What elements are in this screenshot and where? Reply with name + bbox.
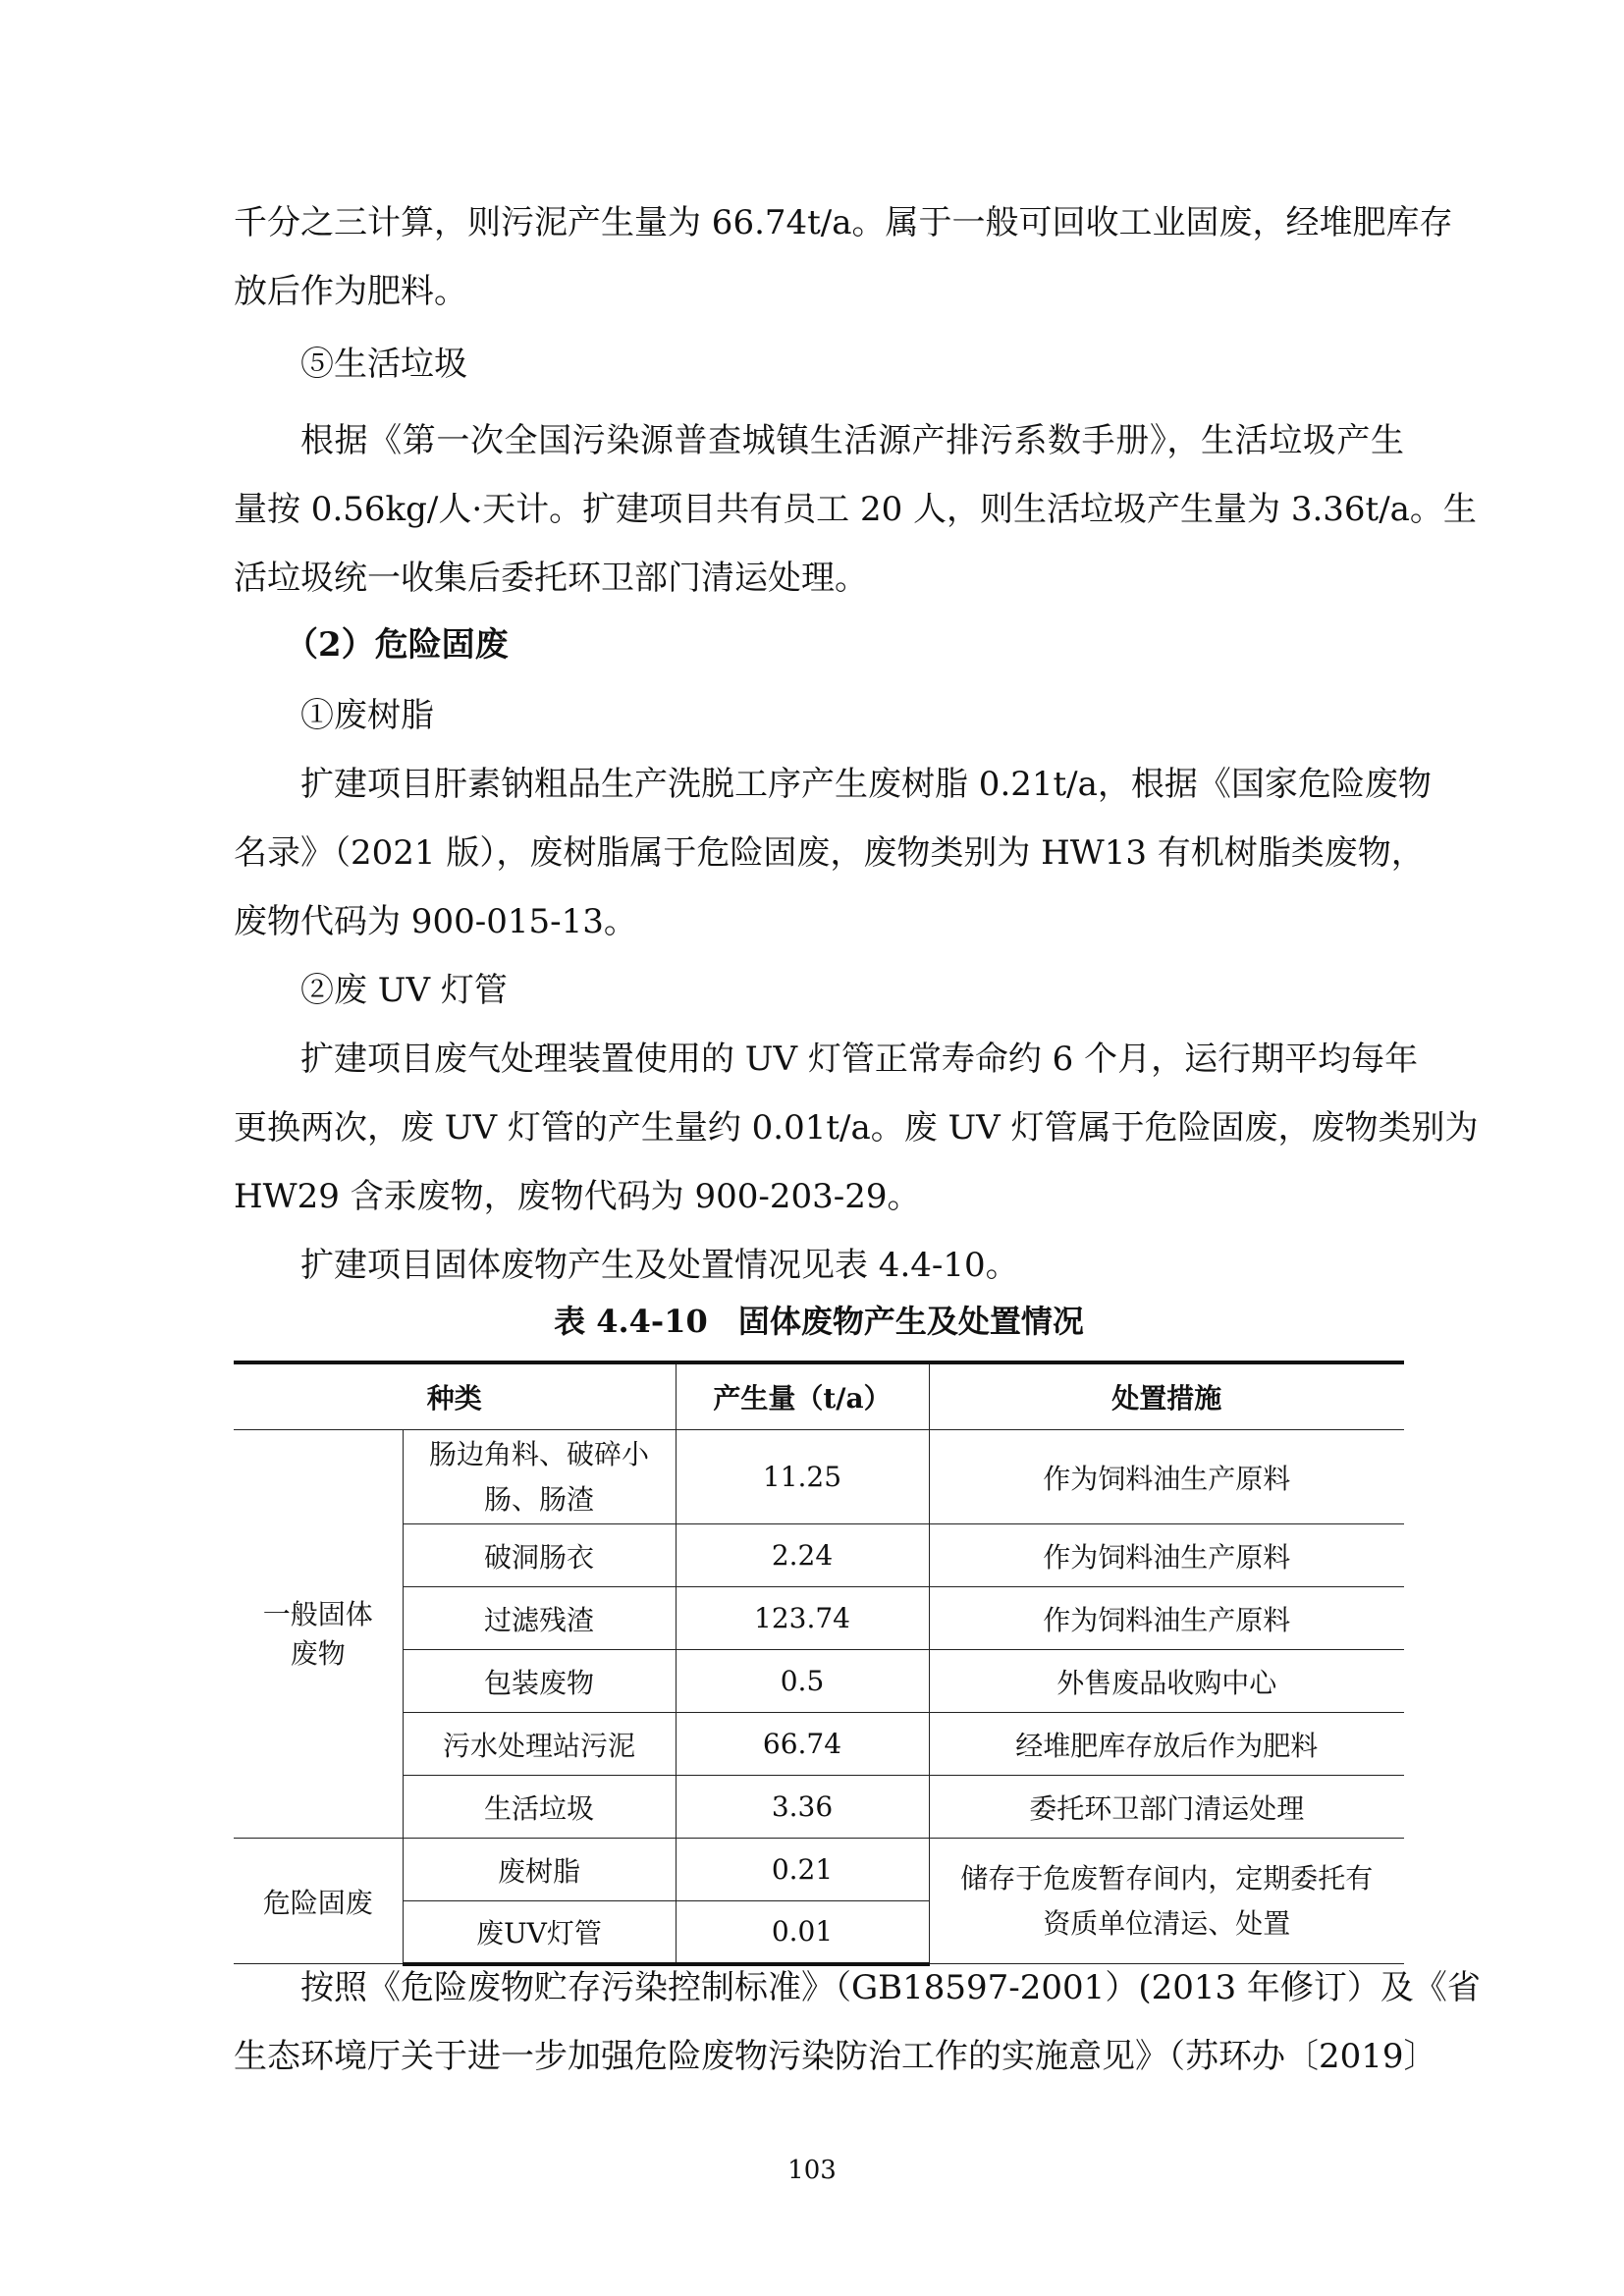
- cell-item: 包装废物: [403, 1650, 676, 1713]
- cell-disposal: 作为饲料油生产原料: [929, 1587, 1404, 1650]
- header-category: 种类: [234, 1362, 676, 1430]
- cell-disposal-line: 资质单位清运、处置: [1043, 1906, 1291, 1940]
- text-line: 放后作为肥料。: [234, 272, 467, 311]
- table-title: [234, 1300, 1404, 1343]
- cell-amount: 0.21: [676, 1839, 929, 1901]
- cell-amount: 11.25: [676, 1430, 929, 1524]
- text-line: 按照《危险废物贮存污染控制标准》（GB18597-2001）(2013 年修订）及《省: [300, 1968, 1481, 2007]
- cell-item: 生活垃圾: [403, 1776, 676, 1839]
- cell-amount: 0.01: [676, 1901, 929, 1964]
- cell-amount: 3.36: [676, 1776, 929, 1839]
- group-label-line: 废物: [290, 1636, 346, 1670]
- cell-item: 过滤残渣: [403, 1587, 676, 1650]
- group-label-line: 一般固体: [262, 1597, 373, 1630]
- text-line: ①废树脂: [300, 696, 434, 735]
- paragraph-sludge: [234, 188, 1453, 326]
- cell-item: 废树脂: [403, 1839, 676, 1901]
- cell-item: 废UV灯管: [403, 1901, 676, 1964]
- paragraph-resin: [234, 750, 1432, 956]
- table-row: [234, 1776, 1404, 1839]
- cell-disposal-hazardous: [929, 1839, 1404, 1964]
- cell-item-line: 肠边角料、破碎小: [428, 1437, 649, 1470]
- table-row: [234, 1839, 1404, 1901]
- table-row: [234, 1650, 1404, 1713]
- heading-domestic-garbage: [234, 330, 1404, 399]
- group-hazardous: 危险固废: [234, 1839, 403, 1964]
- text-line: 名录》（2021 版），废树脂属于危险固废，废物类别为 HW13 有机树脂类废物，: [234, 833, 1425, 873]
- cell-disposal: 作为饲料油生产原料: [929, 1430, 1404, 1524]
- text-line: 废物代码为 900-015-13。: [234, 902, 637, 941]
- cell-amount: 66.74: [676, 1713, 929, 1776]
- text-line: （2）危险固废: [285, 625, 509, 665]
- cell-item-line: 肠、肠渣: [483, 1482, 594, 1516]
- table-row: [234, 1430, 1404, 1524]
- text-line: HW29 含汞废物，废物代码为 900-203-29。: [234, 1177, 921, 1216]
- solid-waste-table: [234, 1361, 1404, 1966]
- text-line: 活垃圾统一收集后委托环卫部门清运处理。: [234, 559, 868, 598]
- heading-hazardous: [234, 611, 1404, 679]
- text-line: 根据《第一次全国污染源普查城镇生活源产排污系数手册》，生活垃圾产生: [300, 421, 1404, 460]
- table-row: [234, 1524, 1404, 1587]
- cell-item: 污水处理站污泥: [403, 1713, 676, 1776]
- heading-waste-resin: [234, 681, 1404, 750]
- text-line: 千分之三计算，则污泥产生量为 66.74t/a。属于一般可回收工业固废，经堆肥库存: [234, 203, 1453, 242]
- paragraph-garbage: [234, 406, 1477, 613]
- text-line: 量按 0.56kg/人·天计。扩建项目共有员工 20 人，则生活垃圾产生量为 3.36t/a。生: [234, 490, 1477, 529]
- paragraph-table-ref: [234, 1231, 1404, 1300]
- table-row: [234, 1587, 1404, 1650]
- cell-disposal: 作为饲料油生产原料: [929, 1524, 1404, 1587]
- table-caption: 固体废物产生及处置情况: [737, 1303, 1084, 1340]
- text-line: 扩建项目废气处理装置使用的 UV 灯管正常寿命约 6 个月，运行期平均每年: [300, 1040, 1419, 1079]
- text-line: 更换两次，废 UV 灯管的产生量约 0.01t/a。废 UV 灯管属于危险固废，废物类别为: [234, 1108, 1479, 1148]
- cell-amount: 2.24: [676, 1524, 929, 1587]
- cell-amount: 123.74: [676, 1587, 929, 1650]
- page-number: 103: [787, 2156, 837, 2185]
- cell-item: [403, 1430, 676, 1524]
- text-line: 扩建项目肝素钠粗品生产洗脱工序产生废树脂 0.21t/a，根据《国家危险废物: [300, 765, 1432, 804]
- table-number: 表 4.4-10: [554, 1303, 708, 1340]
- table-header-row: [234, 1362, 1404, 1430]
- paragraph-uv: [234, 1025, 1479, 1231]
- text-line: 生态环境厅关于进一步加强危险废物污染防治工作的实施意见》（苏环办〔2019〕: [234, 2037, 1437, 2076]
- heading-uv-lamp: [234, 956, 1404, 1025]
- cell-disposal: 委托环卫部门清运处理: [929, 1776, 1404, 1839]
- text-line: ⑤生活垃圾: [300, 345, 467, 384]
- paragraph-storage-standard: [234, 1953, 1481, 2091]
- cell-amount: 0.5: [676, 1650, 929, 1713]
- cell-item: 破洞肠衣: [403, 1524, 676, 1587]
- header-disposal: 处置措施: [929, 1362, 1404, 1430]
- header-amount: 产生量（t/a）: [676, 1362, 929, 1430]
- text-line: 扩建项目固体废物产生及处置情况见表 4.4-10。: [300, 1246, 1019, 1285]
- table-row: [234, 1713, 1404, 1776]
- text-line: ②废 UV 灯管: [300, 971, 508, 1010]
- cell-disposal-line: 储存于危废暂存间内，定期委托有: [960, 1861, 1374, 1895]
- group-general: [234, 1430, 403, 1839]
- cell-disposal: 外售废品收购中心: [929, 1650, 1404, 1713]
- cell-disposal: 经堆肥库存放后作为肥料: [929, 1713, 1404, 1776]
